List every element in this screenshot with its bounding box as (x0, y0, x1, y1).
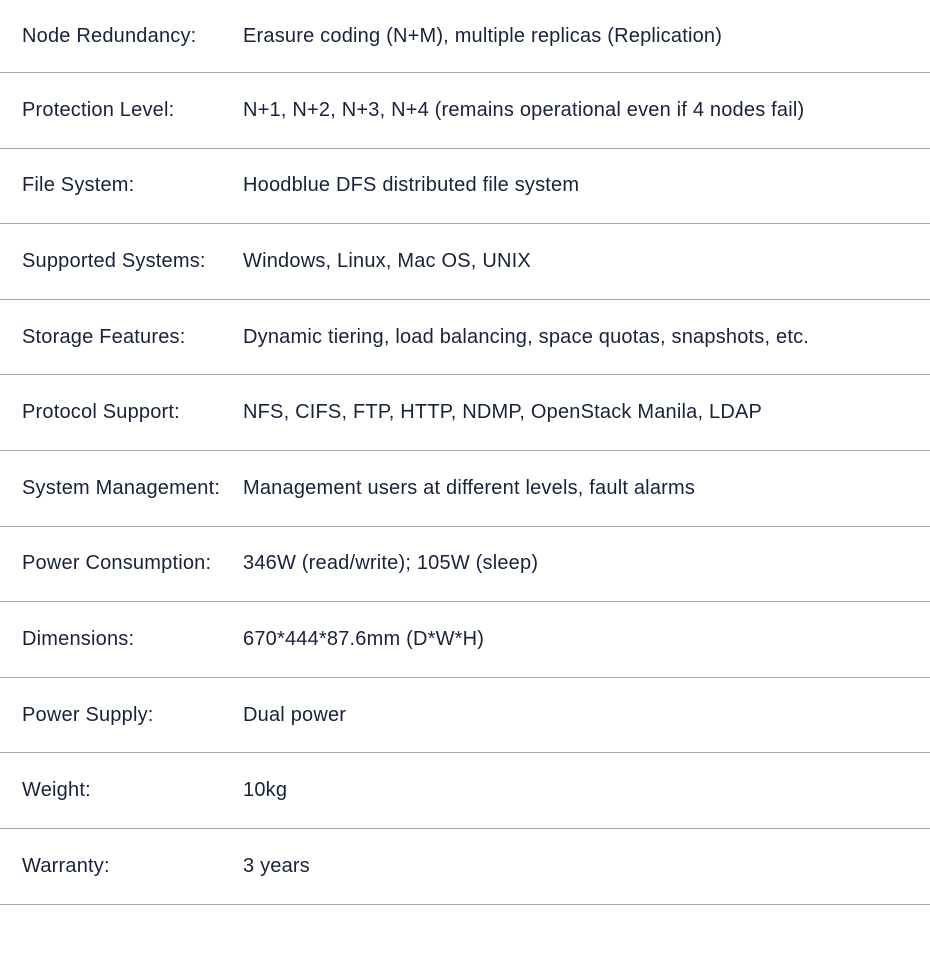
spec-label: Node Redundancy: (22, 24, 197, 47)
spec-value: 346W (read/write); 105W (sleep) (243, 552, 539, 575)
spec-row-storage-features (0, 300, 930, 376)
spec-row-system-management (0, 451, 930, 527)
spec-label: Warranty: (22, 854, 110, 877)
spec-label: File System: (22, 174, 135, 197)
spec-value: NFS, CIFS, FTP, HTTP, NDMP, OpenStack Manila, LDAP (243, 401, 763, 424)
spec-value: 10kg (243, 779, 288, 802)
spec-value: Erasure coding (N+M), multiple replicas (Replication) (243, 24, 723, 47)
spec-row-dimensions (0, 602, 930, 678)
spec-row-power-consumption (0, 527, 930, 603)
spec-row-warranty (0, 829, 930, 905)
spec-label: Supported Systems: (22, 249, 206, 272)
spec-value: Management users at different levels, fault alarms (243, 476, 696, 499)
spec-value: Dual power (243, 703, 347, 726)
spec-value: Windows, Linux, Mac OS, UNIX (243, 249, 531, 272)
spec-row-protocol-support (0, 375, 930, 451)
spec-row-supported-systems (0, 224, 930, 300)
spec-label: Dimensions: (22, 627, 135, 650)
spec-label: Weight: (22, 779, 91, 802)
spec-row-power-supply (0, 678, 930, 754)
spec-label: Protection Level: (22, 98, 175, 121)
spec-value: Dynamic tiering, load balancing, space quotas, snapshots, etc. (243, 325, 810, 348)
spec-value: 670*444*87.6mm (D*W*H) (243, 627, 485, 650)
spec-row-file-system (0, 149, 930, 225)
spec-label: Power Consumption: (22, 552, 212, 575)
spec-label: Protocol Support: (22, 401, 180, 424)
spec-label: System Management: (22, 476, 221, 499)
spec-label: Power Supply: (22, 703, 154, 726)
spec-row-weight (0, 753, 930, 829)
spec-value: N+1, N+2, N+3, N+4 (remains operational even if 4 nodes fail) (243, 98, 805, 121)
spec-value: 3 years (243, 854, 310, 877)
spec-label: Storage Features: (22, 325, 186, 348)
spec-row-protection-level (0, 73, 930, 149)
spec-value: Hoodblue DFS distributed file system (243, 174, 580, 197)
spec-row-node-redundancy (0, 0, 930, 73)
